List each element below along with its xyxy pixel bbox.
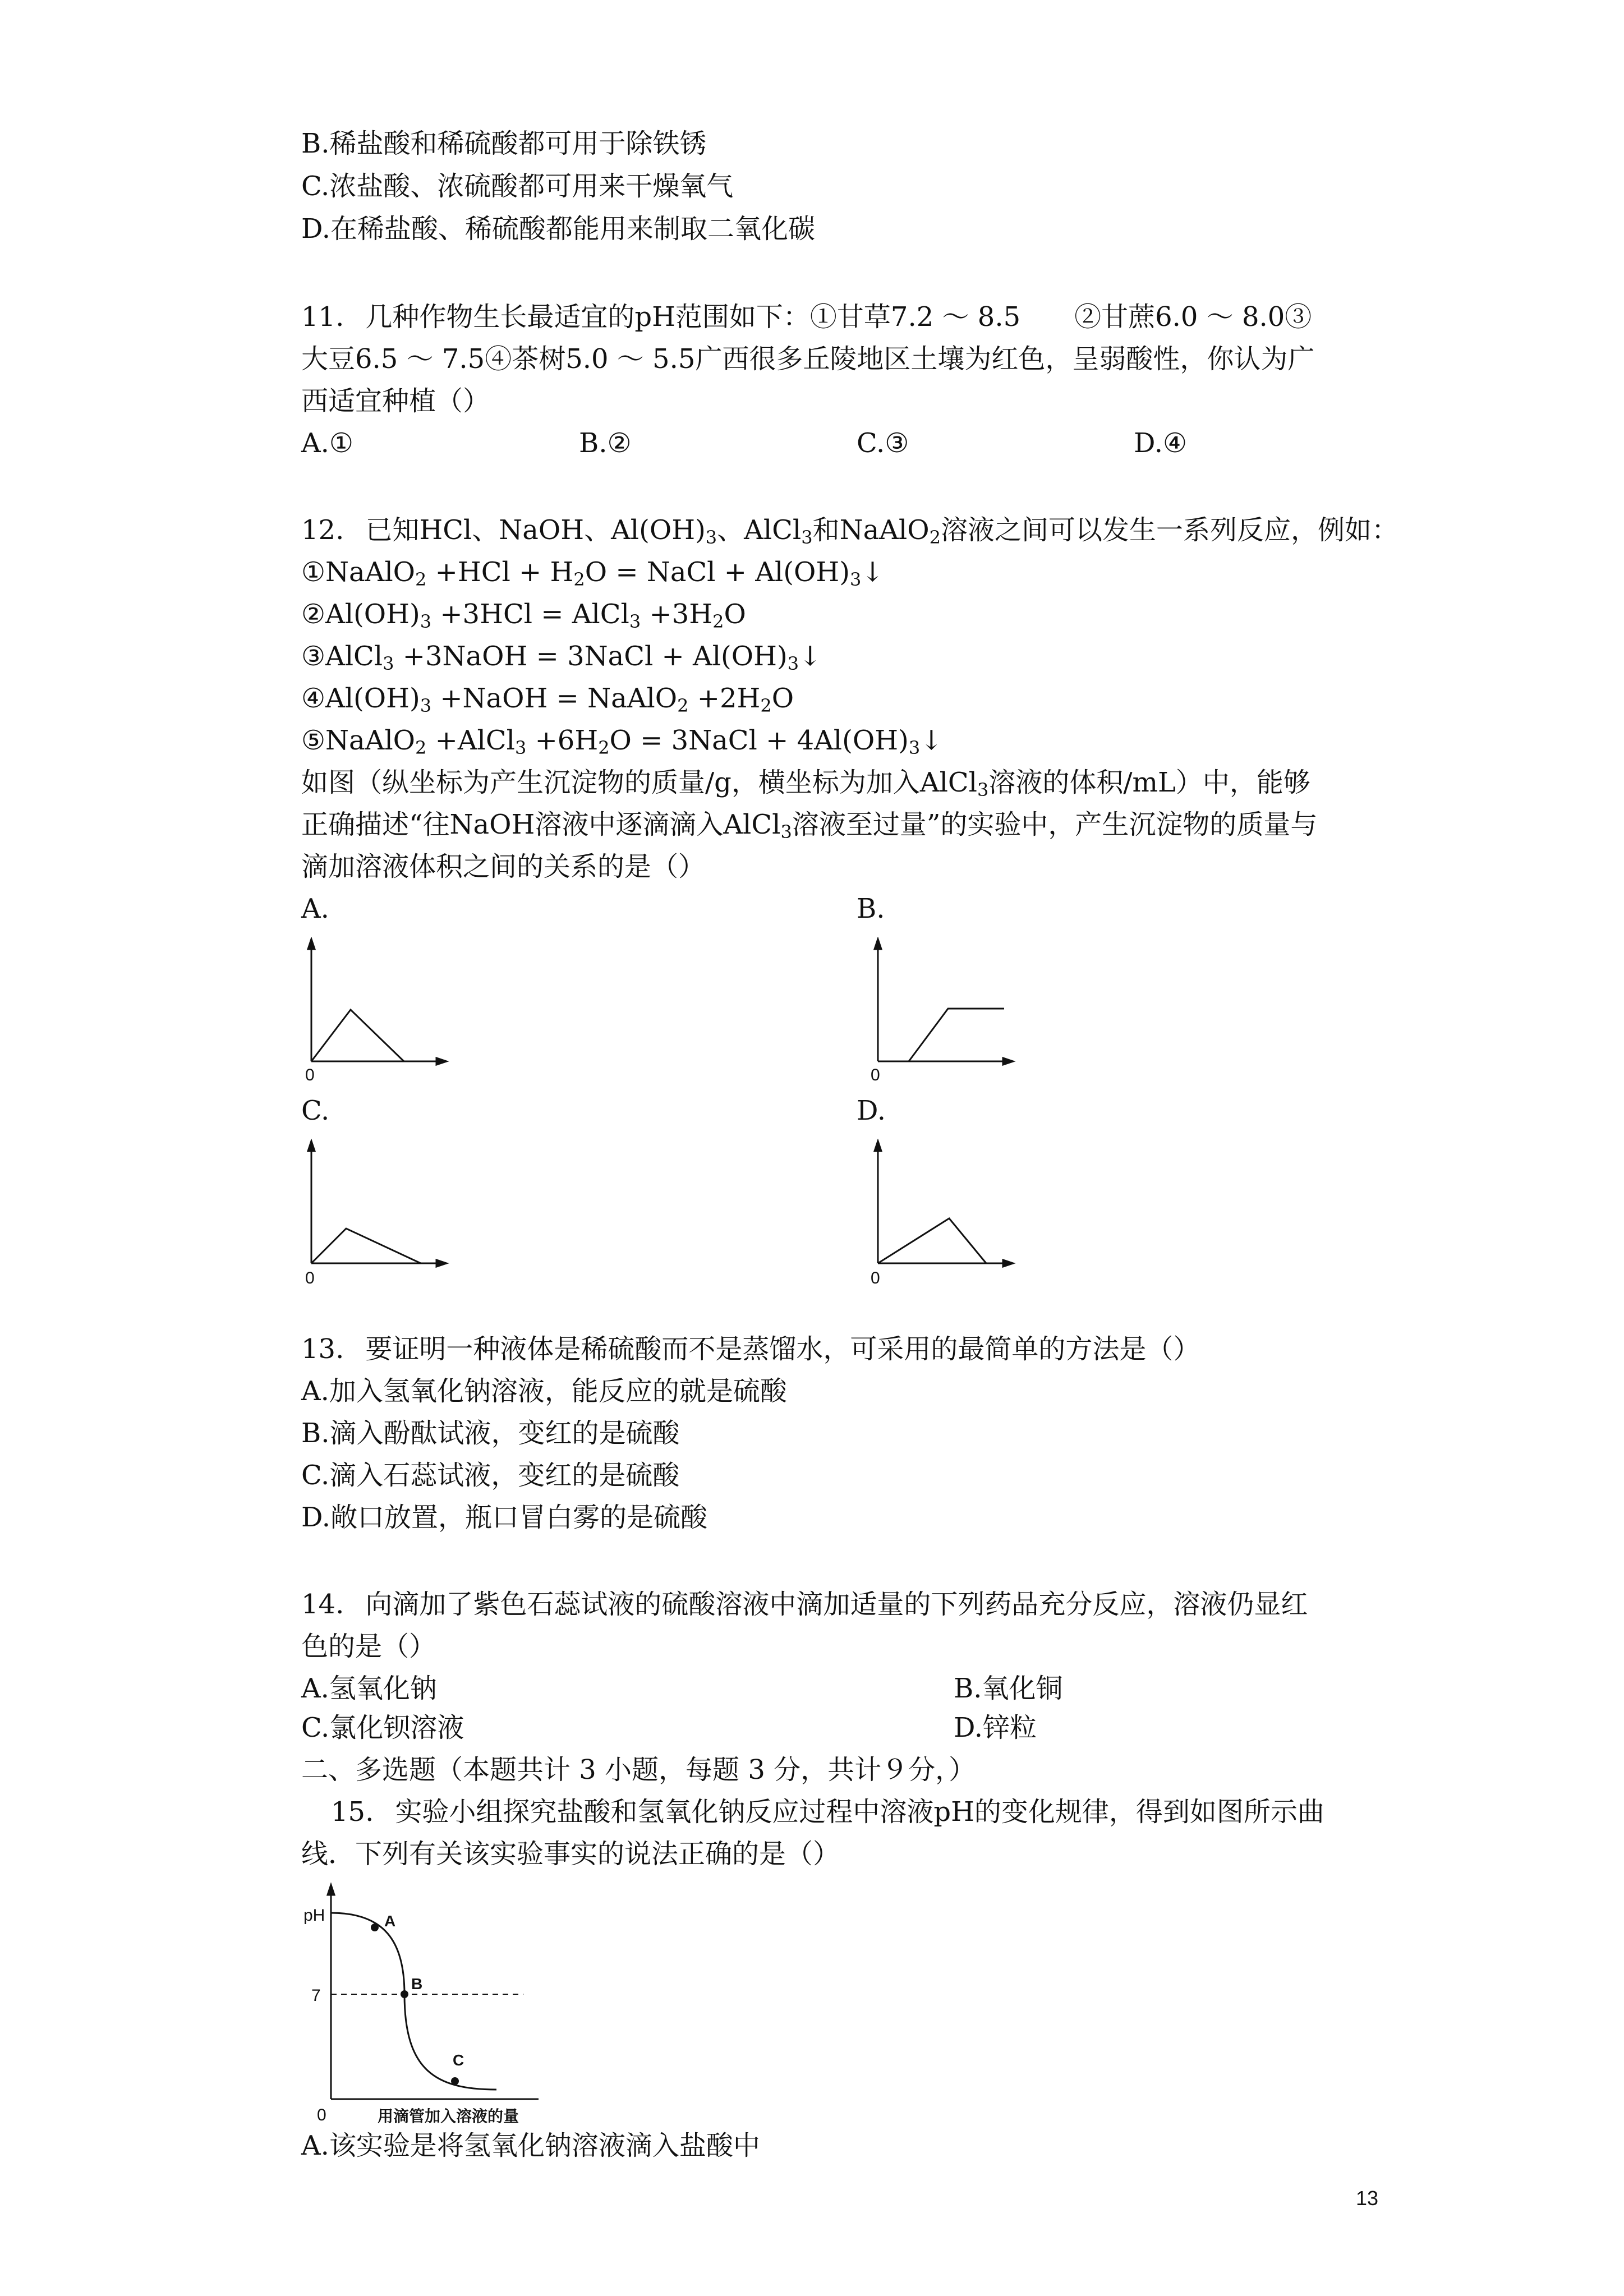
q10-option-b: B.稀盐酸和稀硫酸都可用于除铁锈: [301, 128, 707, 159]
q12-graph-c-label: C.: [301, 1095, 330, 1126]
q15-ylabel: pH: [303, 1906, 325, 1925]
page-number: 13: [1355, 2187, 1378, 2210]
q12-stem-line1: 12. 已知HCl、NaOH、$Al(OH)_3$、AlCl$_3$和NaAlO$_2$溶液之间可以发生一系列反应，例如：: [301, 514, 1398, 548]
q14-stem-line1: 14. 向滴加了紫色石蕊试液的硫酸溶液中滴加适量的下列药品充分反应，溶液仍显红: [301, 1589, 1308, 1620]
q11-option-a: A.①: [301, 427, 353, 459]
q15-xlabel: 用滴管加入溶液的量: [378, 2108, 519, 2125]
q15-stem-line1: 15. 实验小组探究盐酸和氢氧化钠反应过程中溶液pH的变化规律，得到如图所示曲: [331, 1796, 1324, 1828]
q11-option-b: B.②: [579, 427, 632, 459]
q15-seven-tick: 7: [311, 1986, 321, 2005]
q12-graph-d: [864, 1139, 1021, 1273]
q12-graph-a: [297, 937, 454, 1071]
q14-option-b: B.氧化铜: [954, 1673, 1063, 1704]
q14-stem-line2: 色的是（）: [301, 1631, 436, 1662]
q13-option-b: B.滴入酚酞试液，变红的是硫酸: [301, 1418, 680, 1449]
q12-graph-a-origin: 0: [305, 1066, 315, 1084]
q12-desc-line1: 如图（纵坐标为产生沉淀物的质量/g，横坐标为加入AlCl$_3$溶液的体积/mL）中，能够: [301, 767, 1310, 800]
q14-number: 14.: [301, 1589, 344, 1620]
q10-option-c: C.浓盐酸、浓硫酸都可用来干燥氧气: [301, 171, 734, 202]
q12-graph-d-label: D.: [857, 1095, 886, 1126]
q13-option-c: C.滴入石蕊试液，变红的是硫酸: [301, 1460, 680, 1491]
q13-option-d: D.敞口放置，瓶口冒白雾的是硫酸: [301, 1502, 708, 1533]
q15-number: 15.: [331, 1796, 374, 1828]
q10-option-d: D.在稀盐酸、稀硫酸都能用来制取二氧化碳: [301, 213, 816, 245]
q12-reaction-4: $④Al(OH)_3$ +NaOH = NaAlO$_2$ $+2H_2O$: [301, 683, 794, 716]
q13-option-a: A.加入氢氧化钠溶液，能反应的就是硫酸: [301, 1375, 787, 1407]
q15-point-b: B: [411, 1975, 423, 1993]
q11-stem-line1: 11. 几种作物生长最适宜的pH范围如下：①甘草7.2 ～ 8.5 ②甘蔗6.0 ～ 8.0③: [301, 301, 1312, 333]
q12-reaction-5: ⑤NaAlO$_2$ +AlCl$_3$ $+6H_2O$ = 3NaCl + $4Al(OH)_3↓$: [301, 725, 943, 758]
q15-ph-graph: [300, 1879, 547, 2126]
q12-reaction-1: ①NaAlO$_2$ $+HCl + H_2O$ = NaCl + $Al(OH)_3↓$: [301, 556, 884, 590]
q12-reaction-2: $②Al(OH)_3 +3HCl$ = AlCl$_3$ $+3H_2O$: [301, 599, 746, 632]
q12-number: 12.: [301, 514, 344, 546]
q14-option-a: A.氢氧化钠: [301, 1673, 437, 1704]
q15-point-c: C: [453, 2051, 464, 2069]
q13-stem: 13. 要证明一种液体是稀硫酸而不是蒸馏水，可采用的最简单的方法是（）: [301, 1333, 1200, 1365]
q15-origin: 0: [317, 2106, 326, 2124]
q12-graph-b: [864, 937, 1021, 1071]
q12-graph-b-label: B.: [857, 893, 885, 924]
q11-stem-line3: 西适宜种植（）: [301, 385, 490, 417]
q15-point-a: A: [384, 1912, 396, 1930]
q12-graph-c: [297, 1139, 454, 1273]
q12-graph-d-origin: 0: [871, 1269, 880, 1287]
q11-option-c: C.③: [857, 427, 909, 459]
q11-stem-line2: 大豆6.5 ～ 7.5④茶树5.0 ～ 5.5广西很多丘陵地区土壤为红色，呈弱酸性，你认为广: [301, 343, 1315, 375]
section-2-heading: 二、多选题（本题共计 3 小题，每题 3 分，共计９分，）: [301, 1754, 976, 1786]
q11-option-d: D.④: [1134, 427, 1188, 459]
q12-graph-b-origin: 0: [871, 1066, 880, 1084]
q12-desc-line2: 正确描述“往NaOH溶液中逐滴滴入AlCl$_3$溶液至过量”的实验中，产生沉淀物的质量与: [301, 809, 1318, 843]
q12-desc-line3: 滴加溶液体积之间的关系的是（）: [301, 851, 706, 882]
q12-reaction-3: ③AlCl$_3$ +3NaOH = 3NaCl + $Al(OH)_3↓$: [301, 641, 822, 674]
q14-option-d: D.锌粒: [954, 1712, 1037, 1743]
q13-number: 13.: [301, 1333, 344, 1365]
q14-option-c: C.氯化钡溶液: [301, 1712, 464, 1743]
q15-option-a: A.该实验是将氢氧化钠溶液滴入盐酸中: [301, 2130, 760, 2161]
q12-graph-c-origin: 0: [305, 1269, 315, 1287]
q11-number: 11.: [301, 301, 344, 333]
q12-graph-a-label: A.: [301, 893, 329, 924]
q15-stem-line2: 线．下列有关该实验事实的说法正确的是（）: [301, 1838, 840, 1870]
